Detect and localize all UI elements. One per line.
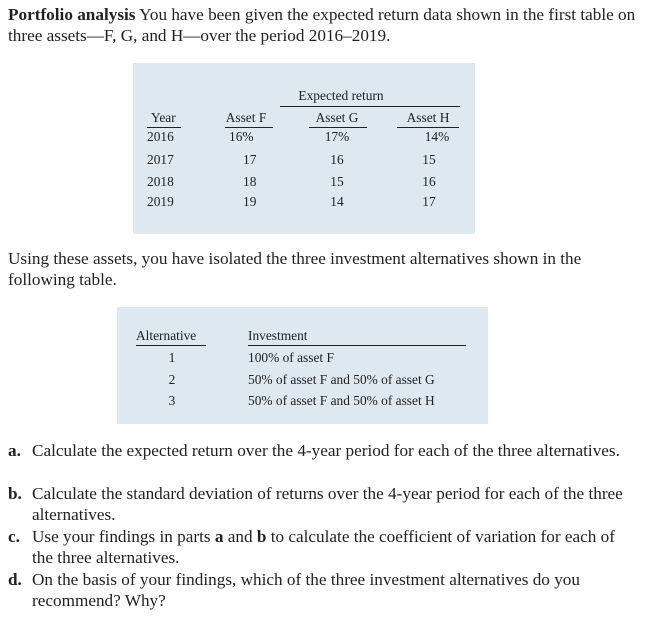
part-ref-b: b [256, 527, 267, 546]
table-cell: 16 [422, 174, 436, 189]
table-cell: 50% of asset F and 50% of asset H [248, 393, 435, 408]
year-header-rule [147, 127, 181, 128]
question-text: Calculate the expected return over the 4-year period for each of the three alternatives. [32, 441, 620, 460]
alternatives-table [117, 307, 488, 424]
question-text: On the basis of your findings, which of the three investment alternatives do you recommend? Why? [32, 570, 580, 610]
question-text [32, 526, 636, 568]
question-a [8, 440, 636, 461]
question-label: d. [8, 570, 22, 589]
table-cell: 14% [424, 129, 450, 144]
group-header-rule [280, 106, 460, 107]
question-d [8, 569, 636, 611]
table-cell: 3 [168, 393, 176, 408]
problem-title: Portfolio analysis [8, 5, 136, 24]
alternative-header-rule [136, 345, 206, 346]
question-c [8, 526, 636, 568]
table-cell: 2 [168, 372, 176, 387]
table-cell: 14 [330, 194, 344, 209]
table-cell: 17 [422, 194, 436, 209]
table-cell: 19 [243, 194, 257, 209]
question-label: c. [8, 527, 20, 546]
problem-intro [8, 4, 636, 46]
alternatives-intro: Using these assets, you have isolated the three investment alternatives shown in the following table. [8, 249, 582, 289]
table-cell: 1 [168, 350, 176, 365]
problem-intro-text: You have been given the expected return data shown in the first table on three assets—F, G, and H—over the period 2016–2019. [8, 5, 636, 45]
table-cell: 50% of asset F and 50% of asset G [248, 372, 435, 387]
expected-return-table [133, 63, 475, 234]
col-header-alternative: Alternative [136, 328, 197, 343]
col-header-asset-f: Asset F [225, 110, 267, 125]
table-cell: 2017 [147, 152, 174, 167]
col-header-asset-g: Asset G [315, 110, 359, 125]
table-cell: 15 [330, 174, 344, 189]
col-header-asset-h: Asset H [406, 110, 450, 125]
table-cell: 2018 [147, 174, 174, 189]
table-cell: 15 [422, 152, 436, 167]
table-cell: 17 [243, 152, 257, 167]
question-text-part: and [223, 527, 257, 546]
question-text: Calculate the standard deviation of returns over the 4-year period for each of the three alternatives. [32, 484, 623, 524]
asset-f-header-rule [225, 127, 273, 128]
expected-return-group-header: Expected return [298, 88, 384, 103]
col-header-investment: Investment [248, 328, 308, 343]
col-header-year: Year [151, 110, 176, 125]
part-ref-a: a [214, 527, 224, 546]
question-text-part: Use your findings in parts [32, 527, 215, 546]
investment-header-rule [248, 345, 466, 346]
table-cell: 2016 [147, 129, 174, 144]
question-label: b. [8, 484, 22, 503]
table-cell: 2019 [147, 194, 174, 209]
question-label: a. [8, 441, 21, 460]
table-cell: 16 [330, 152, 344, 167]
table-cell: 17% [324, 129, 350, 144]
question-b [8, 483, 636, 525]
table-cell: 18 [243, 174, 257, 189]
asset-h-header-rule [397, 127, 459, 128]
question-text-part: to calculate the coefficient of variation for each of the three alternatives. [32, 527, 615, 567]
table-cell: 16% [229, 129, 254, 144]
table-cell: 100% of asset F [248, 350, 334, 365]
asset-g-header-rule [309, 127, 367, 128]
